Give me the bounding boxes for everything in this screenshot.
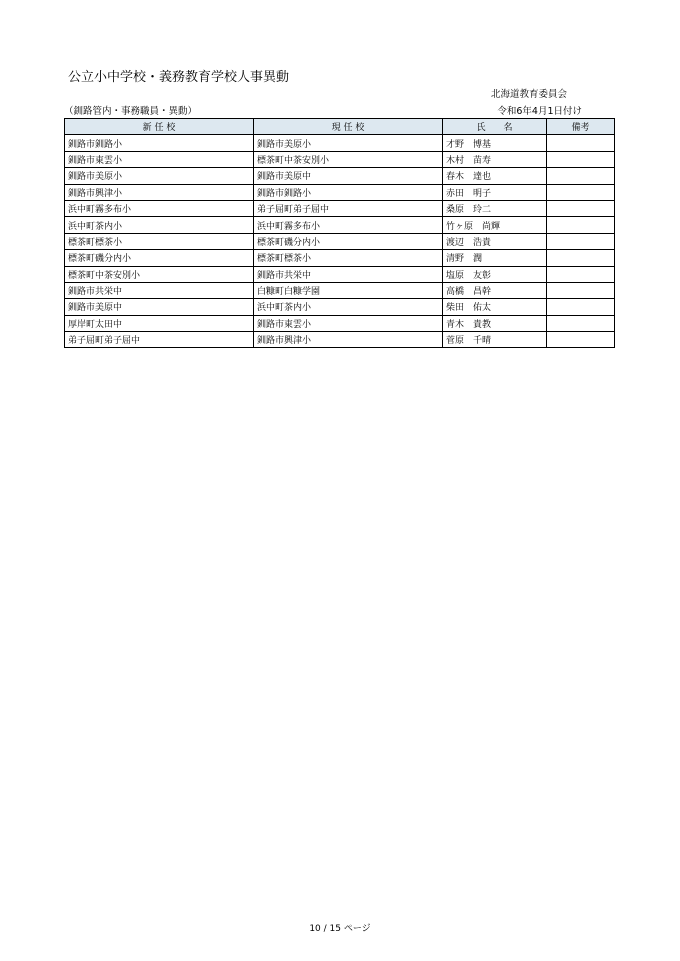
table-row: [65, 315, 615, 331]
current-school-cell: 釧路市東雲小: [254, 315, 443, 331]
effective-date: 令和6年4月1日付け: [497, 106, 582, 117]
page-number: 10 / 15 ページ: [309, 924, 371, 934]
document-title: 公立小中学校・義務教育学校人事異動: [68, 70, 290, 85]
remarks-cell: [547, 315, 615, 331]
remarks-cell: [547, 151, 615, 167]
table-row: [65, 233, 615, 249]
issuer: 北海道教育委員会: [490, 89, 567, 100]
table-body: [65, 135, 615, 348]
name-cell: 春木 達也: [443, 168, 547, 184]
name-cell: 青木 貴教: [443, 315, 547, 331]
name-cell: 菅原 千晴: [443, 332, 547, 348]
current-school-cell: 標茶町中茶安別小: [254, 151, 443, 167]
new-school-cell: 標茶町磯分内小: [65, 250, 254, 266]
name-cell: 柴田 佑太: [443, 299, 547, 315]
document-subtitle: （釧路管内・事務職員・異動）: [64, 106, 198, 117]
new-school-cell: 浜中町霧多布小: [65, 200, 254, 216]
table-row: [65, 250, 615, 266]
name-cell: 塩原 友彰: [443, 266, 547, 282]
table-row: [65, 184, 615, 200]
name-cell: 木村 苗寿: [443, 151, 547, 167]
remarks-cell: [547, 282, 615, 298]
new-school-cell: 釧路市共栄中: [65, 282, 254, 298]
remarks-cell: [547, 250, 615, 266]
new-school-cell: 標茶町標茶小: [65, 233, 254, 249]
current-school-cell: 釧路市美原中: [254, 168, 443, 184]
transfer-table: [64, 118, 615, 348]
current-school-cell: 標茶町磯分内小: [254, 233, 443, 249]
remarks-cell: [547, 233, 615, 249]
table-row: [65, 135, 615, 151]
table-row: [65, 266, 615, 282]
current-school-cell: 白糠町白糠学園: [254, 282, 443, 298]
new-school-cell: 浜中町茶内小: [65, 217, 254, 233]
header-new-school: 新 任 校: [65, 119, 254, 135]
current-school-cell: 釧路市釧路小: [254, 184, 443, 200]
remarks-cell: [547, 299, 615, 315]
table-header-row: [65, 119, 615, 135]
name-cell: 清野 潤: [443, 250, 547, 266]
table-row: [65, 282, 615, 298]
current-school-cell: 釧路市興津小: [254, 332, 443, 348]
current-school-cell: 釧路市美原小: [254, 135, 443, 151]
current-school-cell: 浜中町茶内小: [254, 299, 443, 315]
new-school-cell: 釧路市興津小: [65, 184, 254, 200]
new-school-cell: 釧路市美原中: [65, 299, 254, 315]
table-row: [65, 168, 615, 184]
current-school-cell: 浜中町霧多布小: [254, 217, 443, 233]
new-school-cell: 釧路市美原小: [65, 168, 254, 184]
table-row: [65, 332, 615, 348]
header-name: 氏 名: [443, 119, 547, 135]
remarks-cell: [547, 200, 615, 216]
header-remarks: 備考: [547, 119, 615, 135]
remarks-cell: [547, 266, 615, 282]
remarks-cell: [547, 332, 615, 348]
name-cell: 才野 博基: [443, 135, 547, 151]
new-school-cell: 標茶町中茶安別小: [65, 266, 254, 282]
new-school-cell: 釧路市東雲小: [65, 151, 254, 167]
name-cell: 竹ヶ原 尚輝: [443, 217, 547, 233]
remarks-cell: [547, 135, 615, 151]
current-school-cell: 釧路市共栄中: [254, 266, 443, 282]
new-school-cell: 弟子屈町弟子屈中: [65, 332, 254, 348]
table-row: [65, 200, 615, 216]
header-current-school: 現 任 校: [254, 119, 443, 135]
new-school-cell: 釧路市釧路小: [65, 135, 254, 151]
name-cell: 高橋 昌幹: [443, 282, 547, 298]
remarks-cell: [547, 168, 615, 184]
table-row: [65, 151, 615, 167]
new-school-cell: 厚岸町太田中: [65, 315, 254, 331]
current-school-cell: 標茶町標茶小: [254, 250, 443, 266]
name-cell: 渡辺 浩貴: [443, 233, 547, 249]
table-row: [65, 299, 615, 315]
remarks-cell: [547, 184, 615, 200]
remarks-cell: [547, 217, 615, 233]
current-school-cell: 弟子屈町弟子屈中: [254, 200, 443, 216]
name-cell: 赤田 明子: [443, 184, 547, 200]
table-row: [65, 217, 615, 233]
name-cell: 桑原 玲二: [443, 200, 547, 216]
